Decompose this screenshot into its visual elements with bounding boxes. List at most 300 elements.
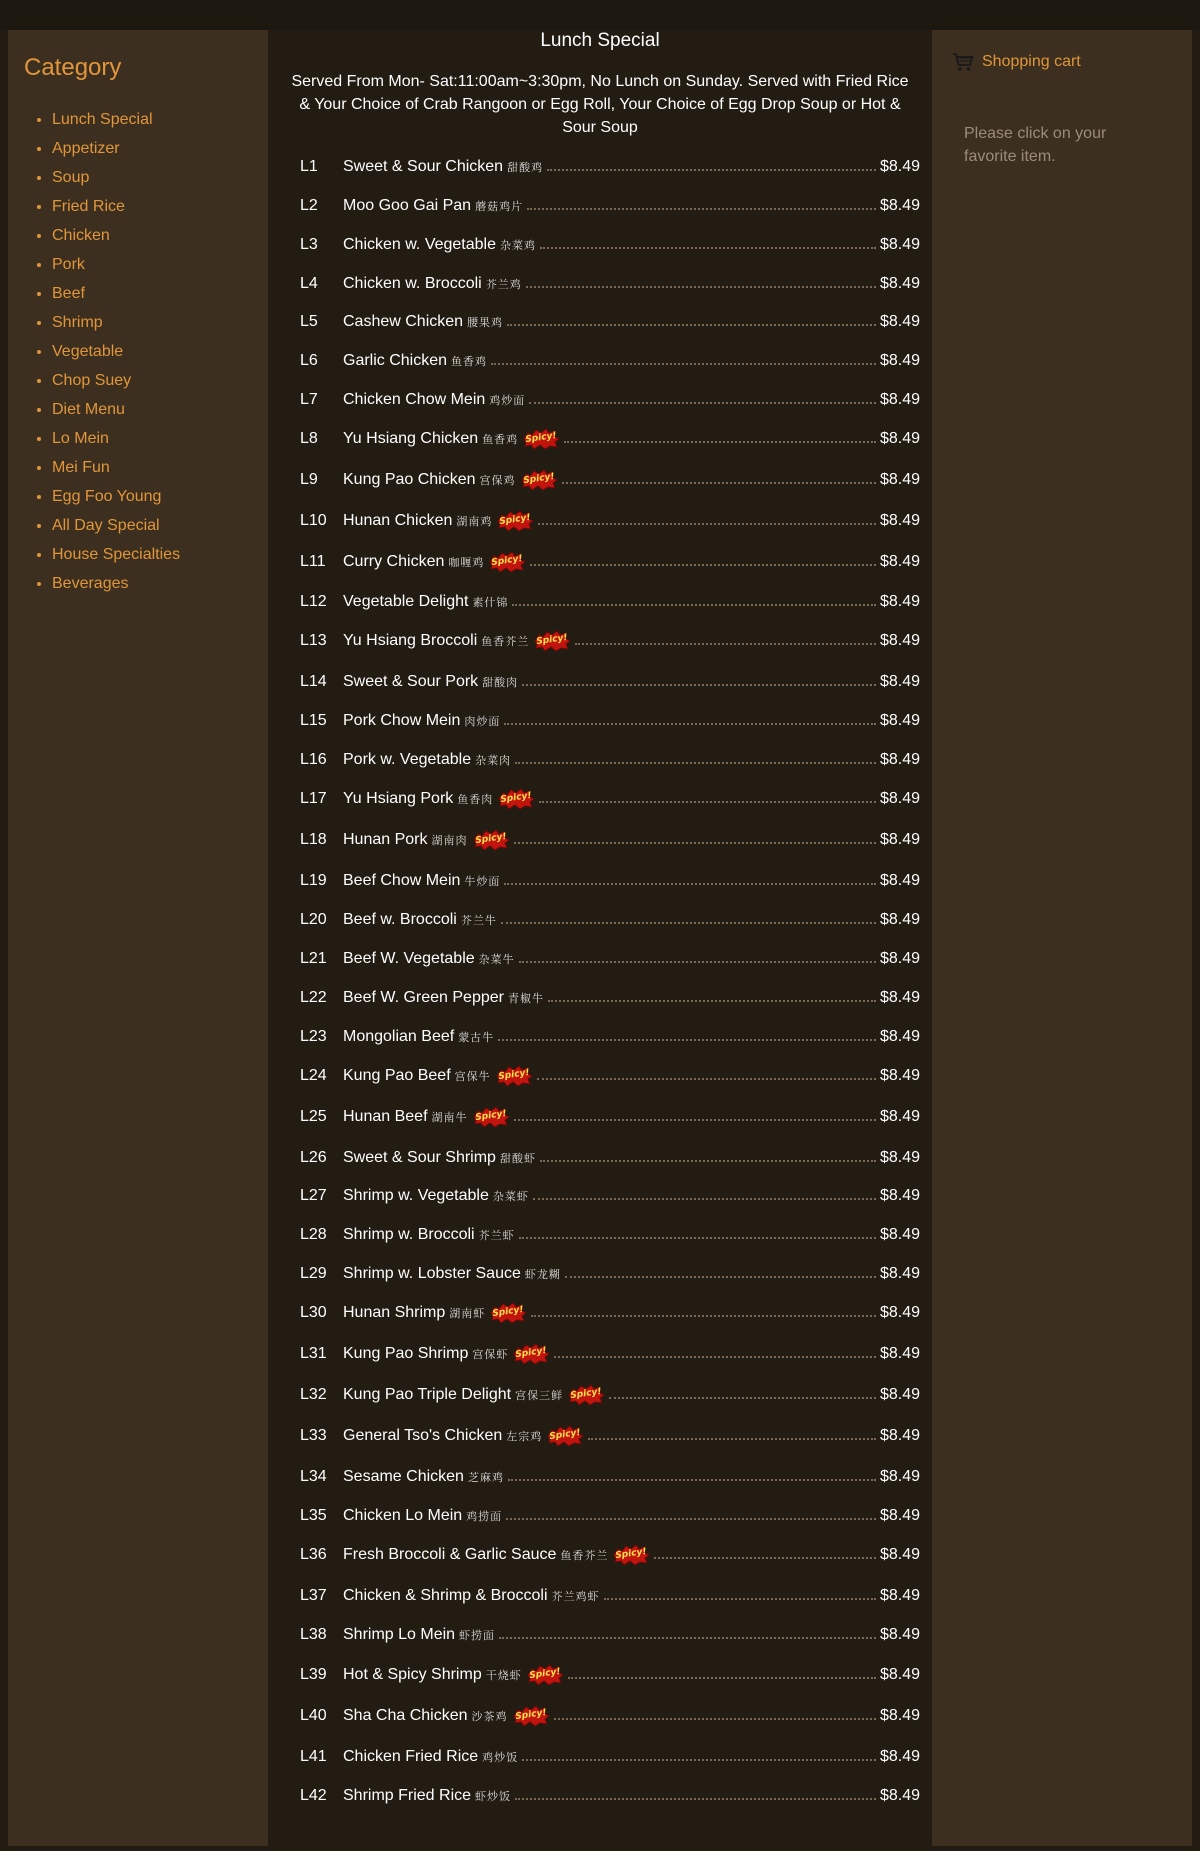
menu-item-code: L1 — [300, 158, 318, 175]
menu-item-price: $8.49 — [879, 1787, 920, 1804]
menu-item-price: $8.49 — [879, 1149, 920, 1166]
spicy-badge — [612, 1544, 650, 1566]
dotted-leader — [568, 1677, 876, 1679]
menu-item-chinese-name: 素什锦 — [472, 597, 509, 609]
category-item[interactable] — [52, 197, 180, 226]
menu-item[interactable] — [300, 1542, 920, 1568]
menu-item-chinese-name: 鸡捞面 — [466, 1511, 503, 1523]
menu-item-price: $8.49 — [879, 593, 920, 610]
menu-item-chinese-name: 甜酸肉 — [482, 677, 519, 689]
category-item-label: House Specialties — [52, 546, 181, 563]
menu-item[interactable] — [300, 1222, 920, 1248]
category-item-label: Egg Foo Young — [52, 488, 162, 505]
category-item-label: Appetizer — [52, 140, 120, 157]
menu-item-chinese-name: 湖南虾 — [449, 1308, 486, 1320]
menu-item-code: L10 — [300, 512, 327, 529]
menu-item-name: Yu Hsiang Pork — [343, 790, 454, 807]
menu-item-price: $8.49 — [879, 1748, 920, 1765]
menu-item-code: L3 — [300, 236, 318, 253]
menu-item-chinese-name: 鱼香芥兰 — [560, 1550, 609, 1562]
menu-item[interactable] — [300, 426, 920, 452]
menu-item-chinese-name: 芥兰鸡虾 — [551, 1591, 600, 1603]
cart-icon — [952, 52, 974, 72]
menu-item-price: $8.49 — [879, 872, 920, 889]
menu-item[interactable] — [300, 907, 920, 933]
menu-item[interactable] — [300, 193, 920, 219]
menu-item[interactable] — [300, 387, 920, 413]
menu-item[interactable] — [300, 708, 920, 734]
dotted-leader — [519, 961, 876, 963]
dotted-leader — [533, 1198, 876, 1200]
menu-item-name: Sha Cha Chicken — [343, 1707, 468, 1724]
menu-item-name: Kung Pao Shrimp — [343, 1345, 469, 1362]
menu-item-price: $8.49 — [879, 197, 920, 214]
menu-item-name: Hunan Beef — [343, 1108, 428, 1125]
dotted-leader — [508, 1479, 876, 1481]
menu-item-code: L26 — [300, 1149, 327, 1166]
menu-item-name: Sweet & Sour Shrimp — [343, 1149, 496, 1166]
dotted-leader — [522, 1759, 876, 1761]
spicy-badge-label: Spicy! — [474, 1108, 507, 1124]
menu-item-code: L9 — [300, 471, 318, 488]
menu-item-price: $8.49 — [879, 1304, 920, 1321]
menu-item-chinese-name: 宫保虾 — [472, 1349, 509, 1361]
category-item[interactable] — [52, 110, 180, 139]
menu-item-name: Chicken & Shrimp & Broccoli — [343, 1587, 548, 1604]
menu-item-code: L32 — [300, 1386, 327, 1403]
menu-item[interactable] — [300, 1464, 920, 1490]
category-item[interactable] — [52, 371, 180, 400]
menu-item[interactable] — [300, 1063, 920, 1089]
menu-item-price: $8.49 — [879, 236, 920, 253]
category-item-label: Beverages — [52, 575, 129, 592]
category-sidebar — [8, 30, 268, 1846]
menu-item-code: L37 — [300, 1587, 327, 1604]
menu-item[interactable] — [300, 1622, 920, 1648]
dotted-leader — [604, 1598, 876, 1600]
menu-item-code: L22 — [300, 989, 327, 1006]
menu-item[interactable] — [300, 1503, 920, 1529]
menu-item-code: L42 — [300, 1787, 327, 1804]
menu-item-code: L13 — [300, 632, 327, 649]
menu-item-name: Shrimp w. Broccoli — [343, 1226, 475, 1243]
menu-item-code: L4 — [300, 275, 318, 292]
menu-item-chinese-name: 甜酸鸡 — [507, 162, 544, 174]
menu-item-chinese-name: 虾炒饭 — [475, 1791, 512, 1803]
menu-item-code: L11 — [300, 553, 326, 570]
spicy-badge-label: Spicy! — [497, 1067, 530, 1083]
menu-item-code: L41 — [300, 1748, 327, 1765]
dotted-leader — [530, 564, 876, 566]
section-title: Lunch Special — [540, 30, 660, 51]
menu-item-chinese-name: 左宗鸡 — [506, 1431, 543, 1443]
menu-item[interactable] — [300, 1104, 920, 1130]
menu-item[interactable] — [300, 1382, 920, 1408]
category-item-label: Lunch Special — [52, 111, 153, 128]
spicy-badge — [496, 510, 534, 532]
spicy-badge — [522, 428, 560, 450]
dotted-leader — [531, 1315, 876, 1317]
menu-item-chinese-name: 甜酸虾 — [499, 1153, 536, 1165]
spicy-badge-label: Spicy! — [474, 831, 507, 847]
cart-empty-message: Please click on your favorite item. — [964, 125, 1107, 165]
menu-item-price: $8.49 — [879, 989, 920, 1006]
menu-item-code: L34 — [300, 1468, 327, 1485]
dotted-leader — [515, 1798, 876, 1800]
menu-item[interactable] — [300, 1183, 920, 1209]
dotted-leader — [501, 922, 876, 924]
menu-item-chinese-name: 牛炒面 — [464, 876, 501, 888]
menu-item-price: $8.49 — [879, 1067, 920, 1084]
menu-item-name: Curry Chicken — [343, 553, 445, 570]
dotted-leader — [588, 1438, 876, 1440]
menu-item-name: Cashew Chicken — [343, 313, 464, 330]
category-item-label: All Day Special — [52, 517, 160, 534]
menu-item-chinese-name: 芥兰虾 — [478, 1230, 515, 1242]
spicy-badge-label: Spicy! — [536, 632, 569, 648]
spicy-badge-label: Spicy! — [528, 1666, 561, 1682]
category-item-label: Pork — [52, 256, 85, 273]
menu-item[interactable] — [300, 827, 920, 853]
menu-item[interactable] — [300, 1744, 920, 1770]
spicy-badge-label: Spicy! — [524, 430, 558, 446]
category-item[interactable] — [52, 400, 180, 429]
menu-item-code: L38 — [300, 1626, 327, 1643]
category-item[interactable] — [52, 255, 180, 284]
menu-item[interactable] — [300, 271, 920, 297]
menu-item-chinese-name: 杂菜虾 — [492, 1191, 529, 1203]
dotted-leader — [575, 643, 876, 645]
shopping-cart-panel — [932, 30, 1192, 1846]
menu-item-chinese-name: 湖南鸡 — [456, 516, 493, 528]
menu-item-name: Shrimp Lo Mein — [343, 1626, 456, 1643]
spicy-badge-label: Spicy! — [515, 1345, 548, 1361]
menu-item-chinese-name: 芥兰牛 — [460, 915, 497, 927]
menu-item-chinese-name: 芥兰鸡 — [485, 279, 522, 291]
menu-item[interactable] — [300, 549, 920, 575]
menu-item-name: Chicken Lo Mein — [343, 1507, 463, 1524]
spicy-badge-label: Spicy! — [522, 471, 555, 487]
dotted-leader — [562, 482, 876, 484]
spicy-badge — [512, 1705, 550, 1727]
menu-item-chinese-name: 鱼香肉 — [457, 794, 494, 806]
menu-item-chinese-name: 湖南肉 — [431, 835, 468, 847]
menu-item-price: $8.49 — [879, 313, 920, 330]
spicy-badge — [489, 1302, 527, 1324]
menu-item-code: L12 — [300, 593, 327, 610]
category-item-label: Beef — [52, 285, 85, 302]
category-item[interactable] — [52, 516, 180, 545]
spicy-badge — [495, 1065, 533, 1087]
dotted-leader — [512, 604, 876, 606]
menu-item[interactable] — [300, 309, 920, 335]
menu-item-name: Sweet & Sour Chicken — [343, 158, 504, 175]
menu-item-name: Kung Pao Beef — [343, 1067, 451, 1084]
menu-section — [280, 30, 920, 1846]
dotted-leader — [527, 208, 876, 210]
menu-item-name: Hot & Spicy Shrimp — [343, 1666, 482, 1683]
menu-item-name: Hunan Chicken — [343, 512, 453, 529]
menu-item-price: $8.49 — [879, 1626, 920, 1643]
menu-item-chinese-name: 鸡炒饭 — [482, 1752, 519, 1764]
dotted-leader — [539, 801, 876, 803]
menu-item[interactable] — [300, 1261, 920, 1287]
menu-item-code: L15 — [300, 712, 327, 729]
dotted-leader — [507, 324, 876, 326]
menu-item-code: L16 — [300, 751, 327, 768]
category-item[interactable] — [52, 545, 180, 574]
menu-item-price: $8.49 — [879, 1707, 920, 1724]
menu-item-chinese-name: 青椒牛 — [507, 993, 544, 1005]
menu-item[interactable] — [300, 628, 920, 654]
menu-item-name: Garlic Chicken — [343, 352, 448, 369]
menu-item-code: L25 — [300, 1108, 327, 1125]
menu-item[interactable] — [300, 1145, 920, 1171]
dotted-leader — [554, 1356, 876, 1358]
spicy-badge-label: Spicy! — [492, 1304, 525, 1320]
menu-item[interactable] — [300, 154, 920, 180]
menu-item[interactable] — [300, 1583, 920, 1609]
menu-item-code: L27 — [300, 1187, 327, 1204]
menu-item[interactable] — [300, 747, 920, 773]
menu-item[interactable] — [300, 467, 920, 493]
dotted-leader — [538, 523, 876, 525]
menu-item-name: Kung Pao Chicken — [343, 471, 476, 488]
category-item[interactable] — [52, 429, 180, 458]
dotted-leader — [515, 762, 876, 764]
menu-item-price: $8.49 — [879, 1108, 920, 1125]
menu-item[interactable] — [300, 1423, 920, 1449]
menu-item-name: Shrimp w. Lobster Sauce — [343, 1265, 521, 1282]
menu-item-code: L33 — [300, 1427, 327, 1444]
menu-item-name: General Tso's Chicken — [343, 1427, 503, 1444]
menu-item-chinese-name: 虾捞面 — [459, 1630, 496, 1642]
menu-item-price: $8.49 — [879, 950, 920, 967]
menu-item[interactable] — [300, 1662, 920, 1688]
spicy-badge — [533, 630, 571, 652]
menu-item[interactable] — [300, 348, 920, 374]
menu-item-name: Pork Chow Mein — [343, 712, 461, 729]
menu-item-price: $8.49 — [879, 673, 920, 690]
category-item-label: Vegetable — [52, 343, 124, 360]
menu-item-code: L14 — [300, 673, 327, 690]
menu-item-code: L18 — [300, 831, 327, 848]
menu-item-chinese-name: 腰果鸡 — [467, 317, 504, 329]
menu-item-chinese-name: 杂菜鸡 — [500, 240, 536, 252]
category-item[interactable] — [52, 313, 180, 342]
menu-item-name: Pork w. Vegetable — [343, 751, 472, 768]
menu-item-chinese-name: 宫保鸡 — [479, 475, 516, 487]
spicy-badge — [567, 1384, 605, 1406]
menu-item-name: Hunan Shrimp — [343, 1304, 446, 1321]
category-list — [8, 110, 180, 603]
menu-item[interactable] — [300, 1024, 920, 1050]
menu-item-name: Hunan Pork — [343, 831, 428, 848]
menu-item[interactable] — [300, 508, 920, 534]
category-item-label: Chop Suey — [52, 372, 132, 389]
category-item-label: Lo Mein — [52, 430, 109, 447]
menu-item-name: Chicken Fried Rice — [343, 1748, 479, 1765]
menu-item-code: L40 — [300, 1707, 327, 1724]
menu-item-name: Moo Goo Gai Pan — [343, 197, 472, 214]
menu-item-price: $8.49 — [879, 1546, 920, 1563]
menu-item-chinese-name: 干烧虾 — [485, 1670, 522, 1682]
dotted-leader — [504, 723, 876, 725]
category-item-label: Soup — [52, 169, 90, 186]
menu-item-chinese-name: 宫保三鲜 — [515, 1390, 564, 1402]
menu-item-price: $8.49 — [879, 1468, 920, 1485]
menu-item-name: Chicken w. Broccoli — [343, 275, 482, 292]
menu-item-price: $8.49 — [879, 512, 920, 529]
spicy-badge — [512, 1343, 550, 1365]
menu-item[interactable] — [300, 1341, 920, 1367]
shopping-cart-label: Shopping cart — [982, 53, 1081, 70]
category-item-label: Chicken — [52, 227, 110, 244]
spicy-badge-label: Spicy! — [549, 1427, 582, 1443]
category-item[interactable] — [52, 168, 180, 197]
menu-item-chinese-name: 肉炒面 — [464, 716, 501, 728]
dotted-leader — [514, 1119, 876, 1121]
menu-item-price: $8.49 — [879, 352, 920, 369]
menu-item-price: $8.49 — [879, 831, 920, 848]
spicy-badge-label: Spicy! — [491, 553, 524, 569]
menu-item-name: Mongolian Beef — [343, 1028, 455, 1045]
menu-item-price: $8.49 — [879, 751, 920, 768]
spicy-badge-label: Spicy! — [499, 512, 532, 528]
menu-item[interactable] — [300, 1703, 920, 1729]
menu-item-name: Chicken Chow Mein — [343, 391, 486, 408]
menu-item-price: $8.49 — [879, 1028, 920, 1045]
spicy-badge-label: Spicy! — [569, 1386, 603, 1402]
category-item-label: Shrimp — [52, 314, 103, 331]
category-item[interactable] — [52, 574, 180, 603]
menu-item-name: Beef Chow Mein — [343, 872, 461, 889]
menu-item-code: L36 — [300, 1546, 327, 1563]
menu-item[interactable] — [300, 946, 920, 972]
menu-item[interactable] — [300, 868, 920, 894]
dotted-leader — [540, 1160, 876, 1162]
category-item[interactable] — [52, 487, 180, 516]
menu-item-chinese-name: 宫保牛 — [454, 1071, 491, 1083]
category-item-label: Fried Rice — [52, 198, 125, 215]
section-description: Served From Mon- Sat:11:00am~3:30pm, No Lunch on Sunday. Served with Fried Rice & Your Choice of Crab Rangoon or Egg Roll, Your Choice of Egg Drop Soup or Hot & Sour Soup — [291, 73, 909, 136]
menu-item-code: L39 — [300, 1666, 327, 1683]
spicy-badge — [526, 1664, 564, 1686]
menu-item-price: $8.49 — [879, 911, 920, 928]
category-item[interactable] — [52, 284, 180, 313]
menu-item-price: $8.49 — [879, 158, 920, 175]
menu-item-code: L5 — [300, 313, 318, 330]
dotted-leader — [609, 1397, 876, 1399]
menu-item-name: Fresh Broccoli & Garlic Sauce — [343, 1546, 557, 1563]
menu-item[interactable] — [300, 1300, 920, 1326]
menu-item-name: Sweet & Sour Pork — [343, 673, 479, 690]
dotted-leader — [548, 1000, 876, 1002]
menu-item-chinese-name: 鱼香芥兰 — [481, 636, 530, 648]
category-item[interactable] — [52, 226, 180, 255]
menu-item-price: $8.49 — [879, 275, 920, 292]
menu-item[interactable] — [300, 669, 920, 695]
menu-item[interactable] — [300, 589, 920, 615]
menu-item-price: $8.49 — [879, 1386, 920, 1403]
spicy-badge — [472, 1106, 510, 1128]
spicy-badge-label: Spicy! — [615, 1546, 648, 1562]
menu-item-chinese-name: 蘑菇鸡片 — [475, 201, 524, 213]
category-item-label: Diet Menu — [52, 401, 125, 418]
menu-item-price: $8.49 — [879, 1507, 920, 1524]
menu-item-name: Kung Pao Triple Delight — [343, 1386, 512, 1403]
dotted-leader — [526, 286, 876, 288]
menu-item-price: $8.49 — [879, 790, 920, 807]
menu-item[interactable] — [300, 786, 920, 812]
menu-item[interactable] — [300, 232, 920, 258]
top-bar — [0, 0, 1200, 30]
menu-item-name: Sesame Chicken — [343, 1468, 464, 1485]
menu-item[interactable] — [300, 1783, 920, 1809]
menu-item-name: Yu Hsiang Broccoli — [343, 632, 478, 649]
category-item[interactable] — [52, 342, 180, 371]
menu-item-chinese-name: 湖南牛 — [431, 1112, 468, 1124]
category-item[interactable] — [52, 458, 180, 487]
menu-item-code: L21 — [300, 950, 327, 967]
category-item[interactable] — [52, 139, 180, 168]
menu-item-price: $8.49 — [879, 553, 920, 570]
dotted-leader — [491, 363, 876, 365]
menu-item-name: Shrimp Fried Rice — [343, 1787, 472, 1804]
menu-item-price: $8.49 — [879, 1265, 920, 1282]
category-title: Category — [24, 54, 122, 81]
menu-item[interactable] — [300, 985, 920, 1011]
menu-item-code: L7 — [300, 391, 318, 408]
menu-item-code: L35 — [300, 1507, 327, 1524]
menu-item-code: L20 — [300, 911, 327, 928]
menu-item-price: $8.49 — [879, 1587, 920, 1604]
spicy-badge-label: Spicy! — [514, 1707, 547, 1723]
dotted-leader — [564, 441, 876, 443]
dotted-leader — [519, 1237, 876, 1239]
menu-item-chinese-name: 咖喱鸡 — [448, 557, 485, 569]
dotted-leader — [514, 842, 876, 844]
menu-item-name: Yu Hsiang Chicken — [343, 430, 479, 447]
menu-item-code: L8 — [300, 430, 318, 447]
menu-item-name: Beef w. Broccoli — [343, 911, 457, 928]
shopping-cart-header[interactable] — [952, 52, 1081, 72]
menu-item-code: L19 — [300, 872, 327, 889]
dotted-leader — [504, 883, 876, 885]
spicy-badge — [472, 829, 510, 851]
menu-item-code: L28 — [300, 1226, 327, 1243]
menu-item-chinese-name: 沙茶鸡 — [471, 1711, 508, 1723]
menu-item-price: $8.49 — [879, 1226, 920, 1243]
menu-item-price: $8.49 — [879, 1427, 920, 1444]
dotted-leader — [522, 684, 876, 686]
spicy-badge — [546, 1425, 584, 1447]
menu-item-price: $8.49 — [879, 1187, 920, 1204]
menu-item-price: $8.49 — [879, 632, 920, 649]
menu-item-price: $8.49 — [879, 391, 920, 408]
dotted-leader — [498, 1039, 876, 1041]
dotted-leader — [529, 402, 876, 404]
spicy-badge — [497, 788, 535, 810]
category-item-label: Mei Fun — [52, 459, 110, 476]
menu-item-chinese-name: 芝麻鸡 — [467, 1472, 504, 1484]
menu-item-name: Beef W. Vegetable — [343, 950, 475, 967]
menu-item-name: Vegetable Delight — [343, 593, 469, 610]
menu-item-chinese-name: 杂菜牛 — [478, 954, 515, 966]
menu-item-code: L31 — [300, 1345, 327, 1362]
dotted-leader — [499, 1637, 876, 1639]
menu-item-code: L24 — [300, 1067, 327, 1084]
